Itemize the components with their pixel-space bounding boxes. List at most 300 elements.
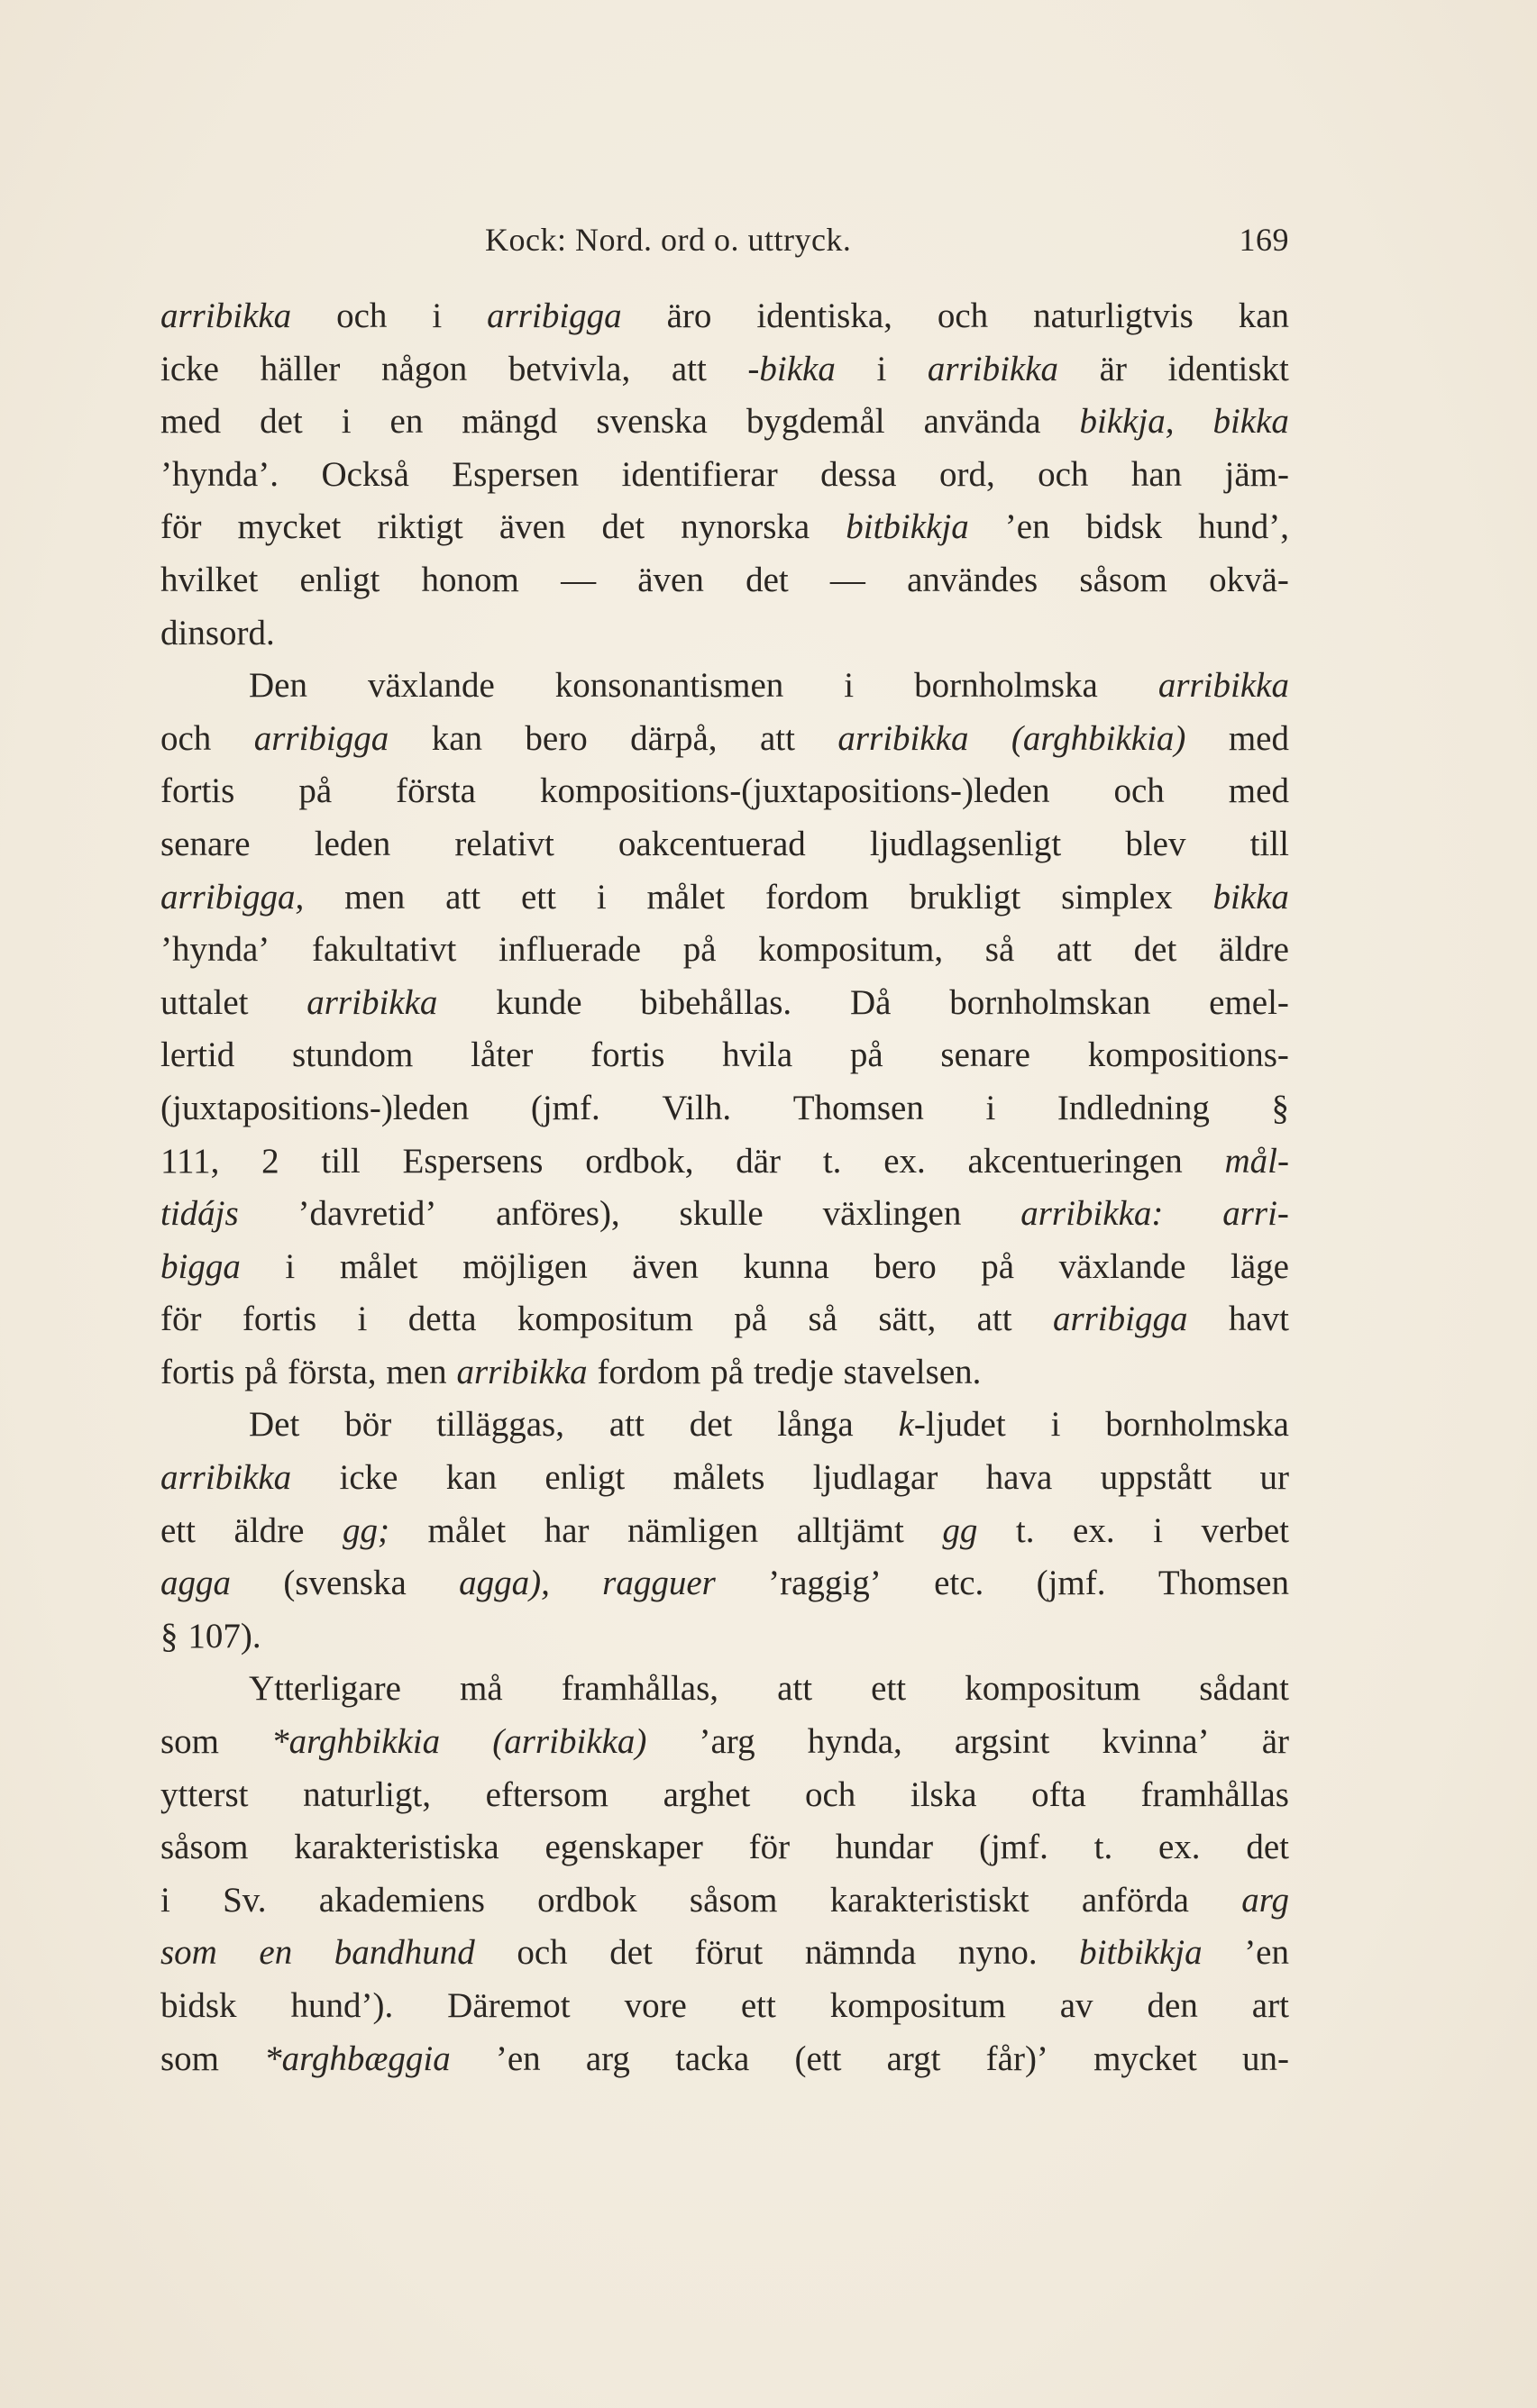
word: i — [432, 296, 443, 335]
word: hundar — [835, 1828, 934, 1867]
word: arghet — [663, 1774, 751, 1814]
word: Vilh. — [662, 1088, 732, 1127]
word: ord, — [938, 454, 995, 494]
word: en — [389, 402, 424, 442]
text-line — [160, 713, 1289, 766]
word: (jmf. — [978, 1828, 1048, 1867]
word: i — [1153, 1510, 1163, 1550]
word: på — [710, 1352, 745, 1391]
word: icke — [339, 1458, 398, 1498]
word: någon — [380, 349, 468, 388]
text-line — [160, 1874, 1289, 1928]
word: sätt, — [878, 1300, 937, 1339]
word: t. — [822, 1141, 842, 1181]
word: det — [689, 1405, 733, 1445]
word-italic-part: k — [898, 1405, 914, 1445]
word: ’hynda’ — [160, 930, 270, 970]
word: Sv. — [223, 1880, 267, 1920]
word: gg; — [343, 1510, 389, 1550]
word: (arghbikkia) — [1011, 718, 1186, 758]
word: kan — [1238, 296, 1289, 335]
word: icke — [160, 349, 219, 388]
word: anföres), — [496, 1194, 620, 1234]
word: 2 — [261, 1141, 279, 1181]
running-title: Kock: Nord. ord o. uttryck. — [485, 222, 852, 258]
word: *arghbæggia — [264, 2039, 451, 2078]
word: och — [1038, 454, 1089, 494]
word: arribikka: — [1020, 1194, 1164, 1234]
word: är — [1099, 349, 1127, 388]
text-line — [160, 1399, 1289, 1452]
word: oakcentuerad — [618, 824, 806, 863]
word: hava — [985, 1458, 1053, 1498]
word: bikka — [1212, 877, 1289, 917]
word: att — [759, 718, 795, 758]
word: även — [632, 1246, 699, 1286]
text-line — [160, 1241, 1289, 1294]
word: honom — [421, 560, 519, 599]
text-line — [160, 660, 1289, 713]
word: bygdemål — [746, 402, 885, 442]
text-line — [160, 1927, 1289, 1980]
word: Thomsen — [1157, 1564, 1289, 1603]
word: till — [1249, 824, 1289, 863]
word: ett — [521, 877, 556, 917]
word: havt — [1228, 1300, 1289, 1339]
word: enligt — [299, 560, 380, 599]
word: hvila — [722, 1035, 793, 1075]
word: influerade — [499, 930, 642, 970]
word: akademiens — [318, 1880, 485, 1920]
word: ljudlagar — [812, 1458, 938, 1498]
word: kompositum — [829, 1986, 1006, 2025]
text-line — [160, 924, 1289, 977]
word: av — [1059, 1986, 1093, 2025]
word: men — [344, 877, 406, 917]
word: användes — [907, 560, 1038, 599]
word: därpå, — [630, 718, 718, 758]
word: art — [1251, 1986, 1289, 2025]
text-line — [160, 1293, 1289, 1346]
word: ordbok, — [585, 1141, 694, 1181]
word: (svenska — [283, 1564, 407, 1603]
word: emel- — [1209, 982, 1289, 1022]
word: naturligtvis — [1033, 296, 1194, 335]
word: ett — [160, 1510, 196, 1550]
word: egenskaper — [544, 1828, 703, 1867]
word: agga), — [459, 1564, 550, 1603]
word: mycket — [1093, 2039, 1197, 2078]
page-number: 169 — [1239, 222, 1289, 258]
word: hvilket — [160, 560, 259, 599]
word: nynorska — [681, 507, 810, 547]
word: och — [937, 296, 989, 335]
word: ofta — [1031, 1774, 1086, 1814]
body-text — [160, 290, 1289, 2085]
word: första — [396, 771, 476, 811]
word: karakteristiskt — [829, 1880, 1029, 1920]
word: målet — [339, 1246, 418, 1286]
word: bigga — [160, 1246, 241, 1286]
word: äro — [666, 296, 712, 335]
word: ljudlagsenligt — [869, 824, 1062, 863]
word: dessa — [820, 454, 897, 494]
word: arribikka — [837, 718, 969, 758]
word: har — [544, 1510, 590, 1550]
word: ilska — [910, 1774, 977, 1814]
word: ’hynda’. — [160, 454, 279, 494]
word: och — [517, 1933, 568, 1973]
word: nyno. — [957, 1933, 1038, 1973]
word: skulle — [679, 1194, 764, 1234]
word: ett — [871, 1669, 907, 1709]
word: ragguer — [602, 1564, 716, 1603]
word: 111, — [160, 1141, 220, 1181]
word: bidsk — [160, 1986, 237, 2025]
word: t. — [1015, 1510, 1035, 1550]
word: identiskt — [1167, 349, 1289, 388]
word: i — [844, 666, 855, 706]
word: i — [341, 402, 352, 442]
word: såsom — [160, 1828, 249, 1867]
word: relativt — [454, 824, 554, 863]
word: identifierar — [621, 454, 778, 494]
word: det — [1133, 930, 1177, 970]
word: det — [609, 1933, 653, 1973]
word: Det — [249, 1405, 300, 1445]
word: ’davretid’ — [297, 1194, 437, 1234]
word: må — [459, 1669, 503, 1709]
word: den — [1147, 1986, 1198, 2025]
word: fortis — [242, 1300, 317, 1339]
word: arribigga, — [160, 877, 305, 917]
word: Thomsen — [792, 1088, 924, 1127]
word: växlande — [1058, 1246, 1186, 1286]
word: tacka — [675, 2039, 750, 2078]
word: på — [849, 1035, 883, 1075]
word: arribigga — [487, 296, 622, 335]
word: konsonantismen — [554, 666, 784, 706]
word: simplex — [1061, 877, 1173, 917]
word: (ett — [794, 2039, 842, 2078]
word: nämnda — [804, 1933, 917, 1973]
word: att — [445, 877, 481, 917]
word: så — [808, 1300, 837, 1339]
text-line — [160, 290, 1289, 343]
text-line — [160, 1346, 1289, 1400]
word: första, — [287, 1352, 377, 1391]
word: kompositions-(juxtapositions-)leden — [540, 771, 1050, 811]
word: där — [736, 1141, 782, 1181]
word: på — [244, 1352, 279, 1391]
text-line — [160, 2033, 1289, 2086]
word: fakultativt — [312, 930, 457, 970]
word: får)’ — [985, 2039, 1048, 2078]
word: fordom — [765, 877, 869, 917]
word: (juxtapositions-)leden — [160, 1088, 470, 1127]
word: bornholmskan — [949, 982, 1151, 1022]
text-line — [160, 1188, 1289, 1241]
word-roman-part: -ljudet — [913, 1405, 1006, 1445]
word: argt — [886, 2039, 941, 2078]
word — [899, 1399, 1006, 1452]
word: Däremot — [447, 1986, 571, 2025]
word: växlande — [368, 666, 495, 706]
word: vore — [624, 1986, 687, 2025]
word: med — [1228, 771, 1289, 811]
word: arribikka — [456, 1352, 588, 1391]
word: etc. — [934, 1564, 984, 1603]
text-line — [160, 1980, 1289, 2033]
word: enligt — [544, 1458, 626, 1498]
word: som — [160, 2039, 220, 2078]
word: arribigga — [1052, 1300, 1188, 1339]
word: i — [285, 1246, 296, 1286]
word: hynda, — [807, 1722, 902, 1762]
word: ur — [1259, 1458, 1289, 1498]
word: t. — [1093, 1828, 1113, 1867]
word: fortis — [160, 1352, 235, 1391]
word: målet — [646, 877, 726, 917]
word: lertid — [160, 1035, 235, 1075]
word: det — [601, 507, 645, 547]
word: häller — [260, 349, 341, 388]
word: hund’). — [290, 1986, 394, 2025]
word: — — [561, 560, 597, 599]
text-line — [160, 1769, 1289, 1822]
word: Indledning — [1057, 1088, 1210, 1127]
word: Ytterligare — [249, 1669, 401, 1709]
word: ordbok — [537, 1880, 637, 1920]
word: fortis — [590, 1035, 665, 1075]
word: med — [160, 402, 222, 442]
word: bero — [525, 718, 588, 758]
word: bitbikkja — [846, 507, 969, 547]
word: gg — [942, 1510, 978, 1550]
text-line — [160, 1663, 1289, 1716]
word: mycket — [237, 507, 342, 547]
word: alltjämt — [796, 1510, 904, 1550]
word: på — [682, 930, 717, 970]
text-line — [160, 818, 1289, 871]
word: möjligen — [462, 1246, 588, 1286]
word: ex. — [1157, 1828, 1201, 1867]
word: sådant — [1199, 1669, 1289, 1709]
word: läge — [1231, 1246, 1289, 1286]
word: nämligen — [627, 1510, 759, 1550]
word: *arghbikkia — [271, 1722, 441, 1762]
word: arribikka — [306, 982, 438, 1022]
word: för — [748, 1828, 791, 1867]
word: blev — [1125, 824, 1186, 863]
word: långa — [777, 1405, 854, 1445]
word: förut — [694, 1933, 764, 1973]
word: såsom — [689, 1880, 778, 1920]
word: även — [499, 507, 566, 547]
text-line — [160, 1029, 1289, 1082]
word: i — [876, 349, 887, 388]
word: bikkja, — [1079, 402, 1175, 442]
word: bikka — [1212, 402, 1289, 442]
text-line — [160, 343, 1289, 397]
word: arg — [1241, 1880, 1289, 1920]
word: senare — [160, 824, 251, 863]
word: ’raggig’ — [768, 1564, 882, 1603]
word: un- — [1242, 2039, 1289, 2078]
word: identiska, — [756, 296, 892, 335]
word: att — [1056, 930, 1092, 970]
word: att — [671, 349, 707, 388]
word: tidájs — [160, 1194, 239, 1234]
word: fordom — [597, 1352, 701, 1391]
word: kompositum — [965, 1669, 1141, 1709]
word: tilläggas, — [436, 1405, 564, 1445]
word: till — [321, 1141, 361, 1181]
word: ’en — [1004, 507, 1050, 547]
word: 107). — [188, 1616, 261, 1656]
word: att — [777, 1669, 813, 1709]
word: brukligt — [909, 877, 1021, 917]
word: ex. — [1073, 1510, 1115, 1550]
word: som — [160, 1722, 220, 1762]
word: även — [637, 560, 704, 599]
word: — — [829, 560, 865, 599]
word: med — [1228, 718, 1289, 758]
word: i — [160, 1880, 170, 1920]
word: Espersens — [402, 1141, 544, 1181]
word: målets — [672, 1458, 765, 1498]
word: betvivla, — [508, 349, 631, 388]
word: använda — [923, 402, 1041, 442]
word: det — [260, 402, 303, 442]
word: på — [298, 771, 333, 811]
word: och — [160, 718, 212, 758]
word: såsom — [1079, 560, 1167, 599]
word: i — [985, 1088, 996, 1127]
word: det — [746, 560, 789, 599]
word: bör — [344, 1405, 392, 1445]
text-line — [160, 1082, 1289, 1136]
word: Espersen — [452, 454, 580, 494]
word: anförda — [1081, 1880, 1189, 1920]
word: för — [160, 507, 202, 547]
word: och — [1113, 771, 1165, 811]
word: i — [596, 877, 607, 917]
word: ’en — [495, 2039, 541, 2078]
word: bornholmska — [1105, 1405, 1289, 1445]
word: (arribikka) — [492, 1722, 647, 1762]
text-line — [160, 1716, 1289, 1769]
word: kompositum — [517, 1300, 693, 1339]
word: stundom — [292, 1035, 414, 1075]
word: kompositum, — [758, 930, 944, 970]
word: karakteristiska — [294, 1828, 499, 1867]
word: argsint — [954, 1722, 1050, 1762]
word: för — [160, 1300, 202, 1339]
word: hund’, — [1198, 507, 1289, 547]
text-line — [160, 1821, 1289, 1874]
word: att — [976, 1300, 1012, 1339]
word: uppstått — [1100, 1458, 1212, 1498]
text-line — [160, 501, 1289, 554]
word: arribikka — [160, 296, 292, 335]
word: bero — [874, 1246, 937, 1286]
running-head — [160, 221, 1289, 266]
word: ’en — [1244, 1933, 1289, 1973]
word: det — [1246, 1828, 1289, 1867]
word: senare — [940, 1035, 1030, 1075]
word: växlingen — [822, 1194, 962, 1234]
word: ex. — [883, 1141, 926, 1181]
word: på — [981, 1246, 1015, 1286]
word: kan — [445, 1458, 498, 1498]
word: och — [804, 1774, 856, 1814]
word: att — [608, 1405, 645, 1445]
text-line — [160, 449, 1289, 502]
word: bitbikkja — [1079, 1933, 1203, 1973]
word: och — [336, 296, 388, 335]
word: svenska — [596, 402, 708, 442]
word: mål- — [1224, 1141, 1289, 1181]
word: i — [357, 1300, 368, 1339]
text-line — [160, 1136, 1289, 1189]
word: äldre — [233, 1510, 305, 1550]
word: okvä- — [1209, 560, 1289, 599]
word: målet — [427, 1510, 507, 1550]
text-line — [160, 607, 1289, 661]
word: (jmf. — [530, 1088, 600, 1127]
word: tredje — [753, 1352, 834, 1391]
text-line — [160, 871, 1289, 925]
word: jäm- — [1224, 454, 1289, 494]
word: arribikka — [927, 349, 1059, 388]
word: ’arg — [699, 1722, 755, 1762]
word: naturligt, — [303, 1774, 431, 1814]
text-line — [160, 765, 1289, 818]
word: arribikka — [160, 1458, 292, 1498]
word: ytterst — [160, 1774, 249, 1814]
word: kunna — [743, 1246, 829, 1286]
word: bidsk — [1085, 507, 1163, 547]
word: fortis — [160, 771, 235, 811]
word: låter — [471, 1035, 534, 1075]
word: är — [1261, 1722, 1289, 1762]
word: kunde — [496, 982, 582, 1022]
text-line — [160, 396, 1289, 449]
word: i — [1050, 1405, 1061, 1445]
word: (jmf. — [1036, 1564, 1106, 1603]
word: kompositions- — [1087, 1035, 1289, 1075]
word: på — [734, 1300, 768, 1339]
word: eftersom — [485, 1774, 609, 1814]
word: bornholmska — [914, 666, 1098, 706]
word: § — [160, 1616, 178, 1656]
text-line — [160, 977, 1289, 1030]
word: agga — [160, 1564, 231, 1603]
word: en — [259, 1933, 293, 1973]
word: äldre — [1219, 930, 1289, 970]
word: bibehållas. — [640, 982, 792, 1022]
word: ett — [740, 1986, 776, 2025]
word: arribikka — [1157, 666, 1289, 706]
word: akcentueringen — [967, 1141, 1183, 1181]
word: kvinna’ — [1102, 1722, 1210, 1762]
word: som — [160, 1933, 217, 1973]
word: han — [1130, 454, 1183, 494]
word: uttalet — [160, 982, 249, 1022]
word: mängd — [462, 402, 558, 442]
text-line — [160, 1610, 1289, 1664]
